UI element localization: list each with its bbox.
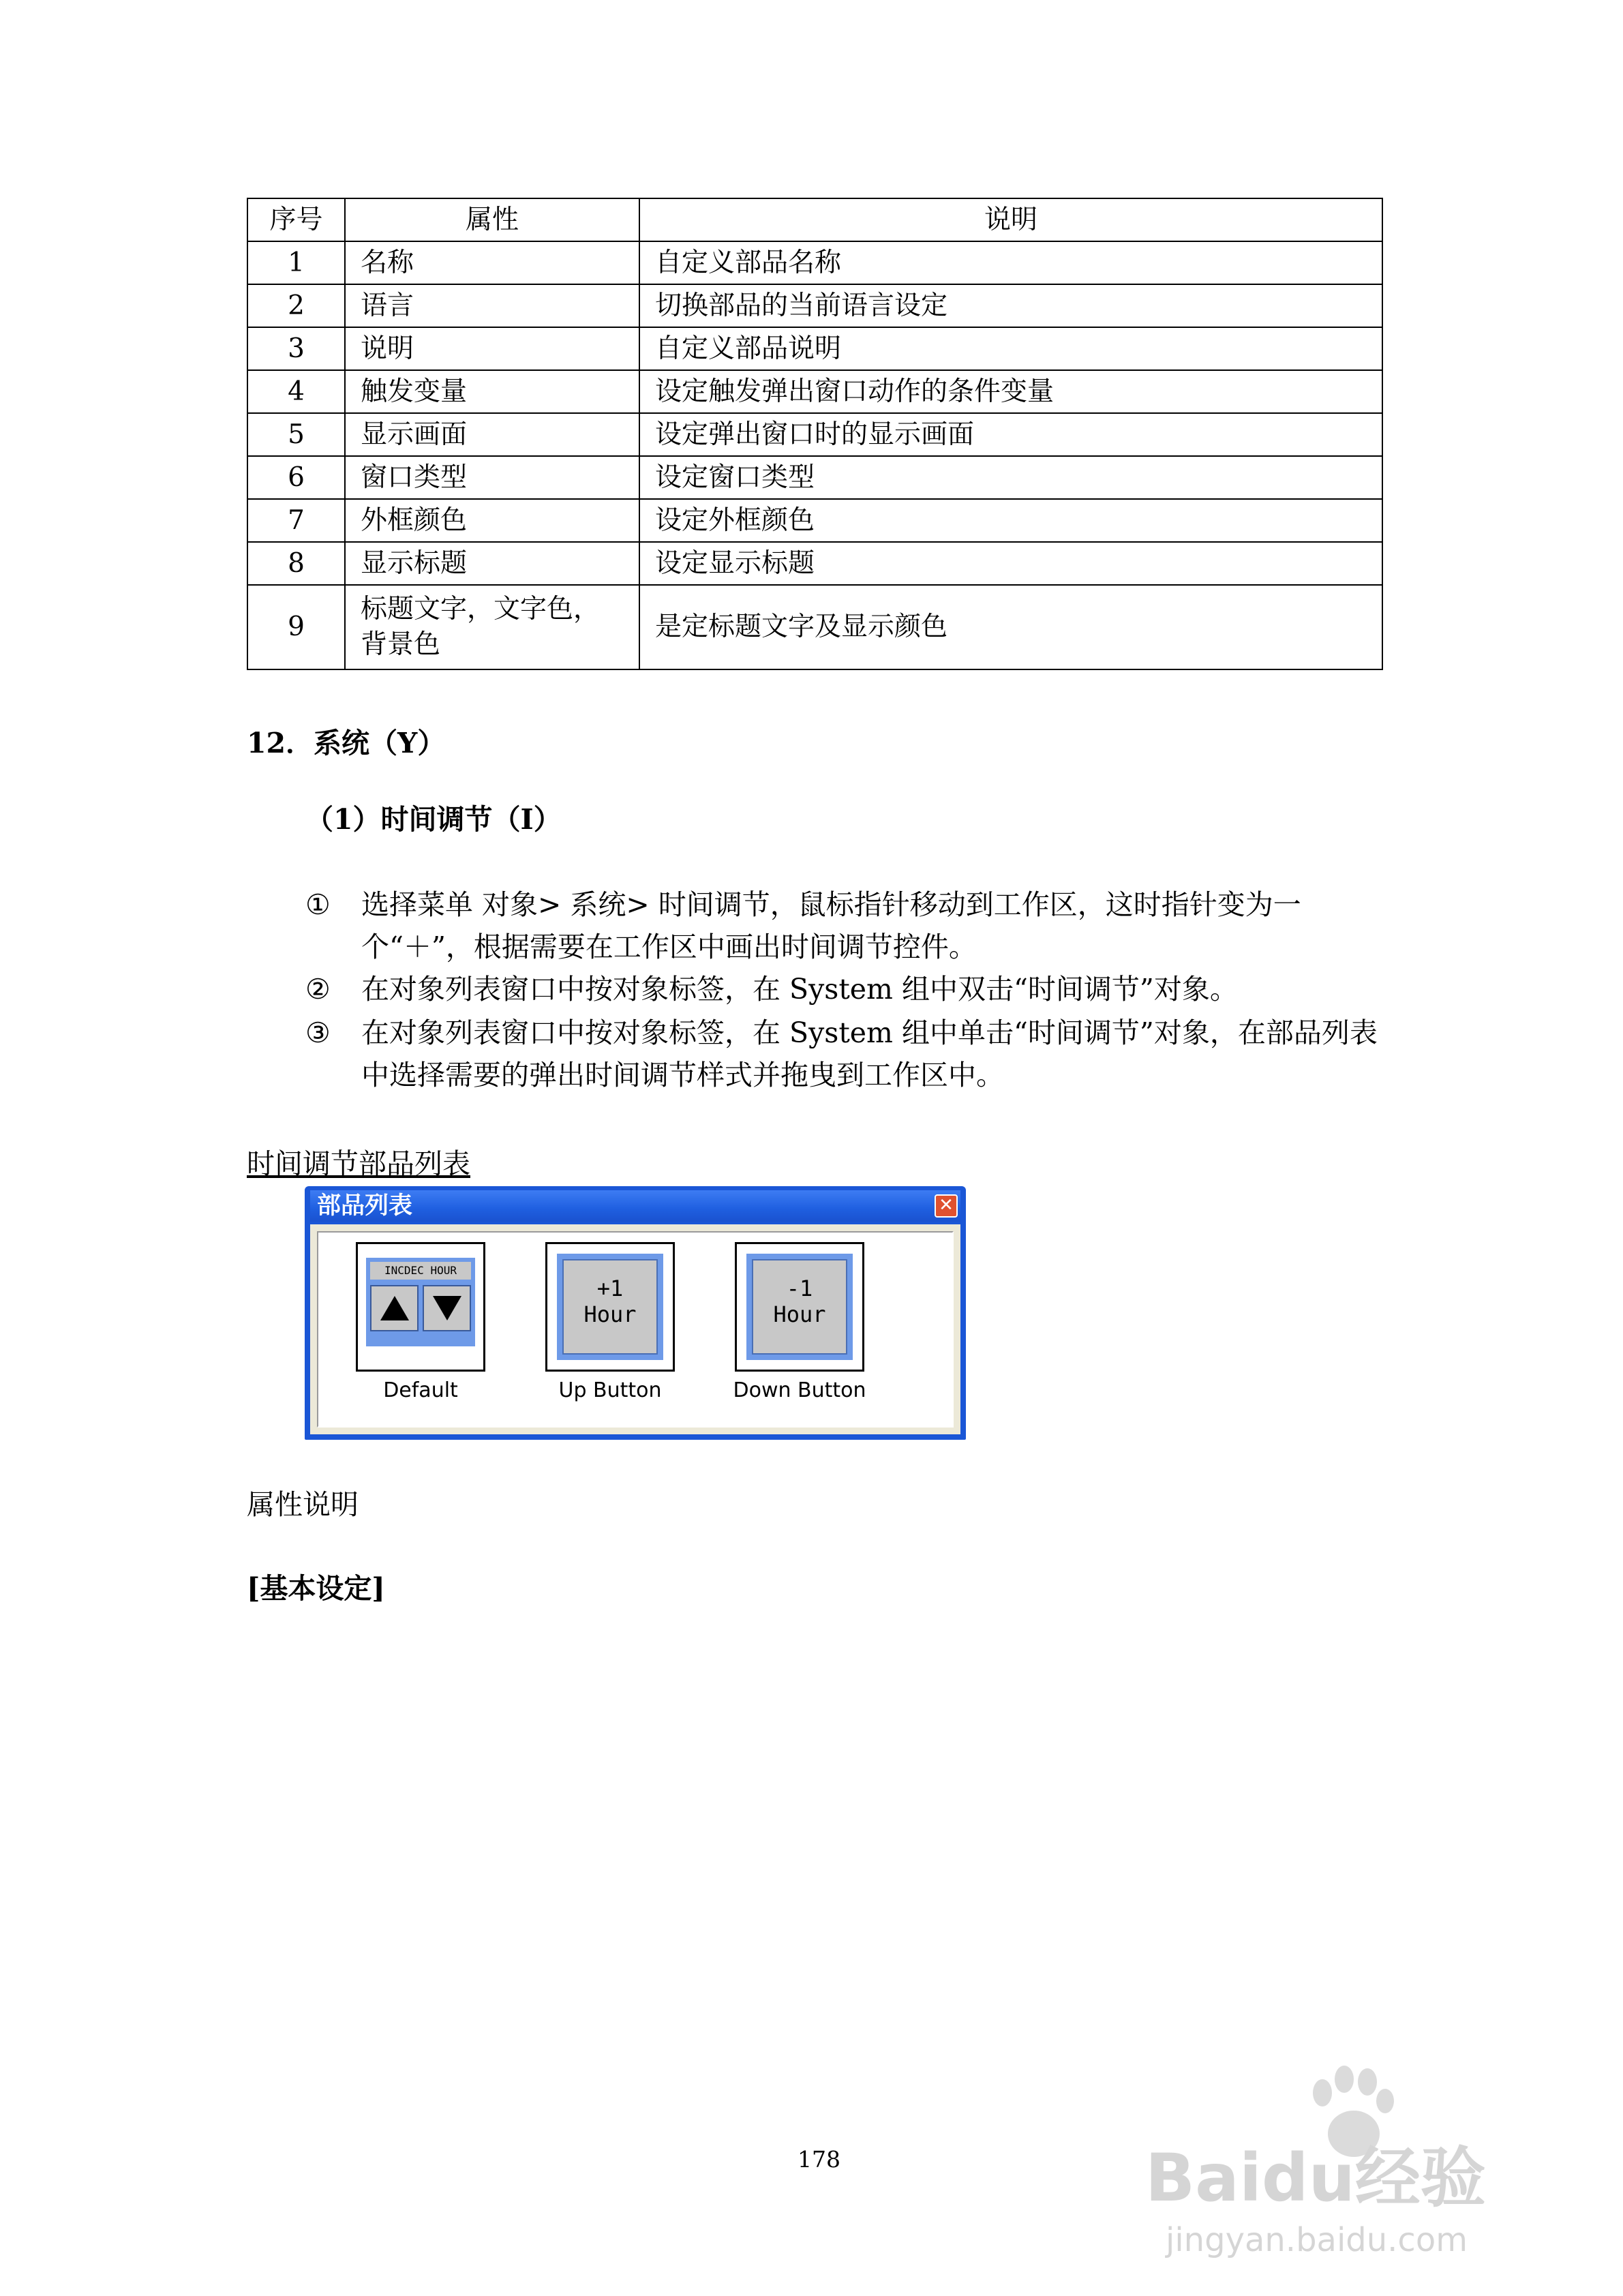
table-row (247, 413, 1382, 456)
row-property: 名称 (345, 241, 639, 284)
up-arrow-icon (370, 1285, 419, 1331)
window-title-bar[interactable] (310, 1190, 960, 1222)
table-row (247, 499, 1382, 542)
window-title: 部品列表 (317, 1192, 413, 1220)
part-thumbnail[interactable] (545, 1242, 675, 1372)
list-marker: ① (305, 888, 331, 921)
row-description: 自定义部品说明 (639, 327, 1382, 370)
part-thumbnail[interactable] (735, 1242, 864, 1372)
parts-list-caption: 时间调节部品列表 (247, 1147, 470, 1180)
row-property: 显示画面 (345, 413, 639, 456)
row-index: 4 (247, 370, 345, 413)
row-property: 说明 (345, 327, 639, 370)
part-label: Up Button (558, 1378, 662, 1402)
down-arrow-icon (423, 1285, 471, 1331)
page-number: 178 (798, 2146, 840, 2173)
table-row (247, 456, 1382, 499)
list-item-text: 在对象列表窗口中按对象标签，在 System 组中单击“时间调节”对象，在部品列表中选择需要的弹出时间调节样式并拖曳到工作区中。 (361, 1016, 1378, 1091)
row-description: 设定窗口类型 (639, 456, 1382, 499)
row-index: 5 (247, 413, 345, 456)
property-table (247, 198, 1383, 670)
column-header-description: 说明 (639, 198, 1382, 241)
row-property: 外框颜色 (345, 499, 639, 542)
row-property: 标题文字，文字色，背景色 (345, 585, 639, 669)
table-row (247, 370, 1382, 413)
row-description: 切换部品的当前语言设定 (639, 284, 1382, 327)
list-item (305, 883, 1384, 968)
row-description: 设定弹出窗口时的显示画面 (639, 413, 1382, 456)
row-index: 6 (247, 456, 345, 499)
row-description: 自定义部品名称 (639, 241, 1382, 284)
row-property: 窗口类型 (345, 456, 639, 499)
parts-list-window (305, 1186, 966, 1440)
list-item-text: 在对象列表窗口中按对象标签，在 System 组中双击“时间调节”对象。 (361, 973, 1238, 1006)
table-row (247, 585, 1382, 669)
row-description: 设定外框颜色 (639, 499, 1382, 542)
incdec-control-preview (366, 1258, 475, 1346)
list-marker: ② (305, 973, 331, 1006)
button-line-1: +1 (596, 1275, 624, 1301)
row-property: 触发变量 (345, 370, 639, 413)
table-header-row (247, 198, 1382, 241)
button-line-2: Hour (583, 1301, 637, 1327)
list-marker: ③ (305, 1016, 331, 1049)
column-header-index: 序号 (247, 198, 345, 241)
watermark-url: jingyan.baidu.com (1166, 2221, 1468, 2259)
row-description: 设定触发弹出窗口动作的条件变量 (639, 370, 1382, 413)
baidu-watermark (1145, 2066, 1554, 2270)
list-item (305, 1012, 1384, 1096)
row-index: 7 (247, 499, 345, 542)
row-index: 9 (247, 585, 345, 669)
row-description: 是定标题文字及显示颜色 (639, 585, 1382, 669)
button-line-1: -1 (786, 1275, 813, 1301)
down-button-preview (746, 1254, 853, 1360)
watermark-brand: Baidu经验 (1145, 2140, 1486, 2216)
up-button-preview (557, 1254, 663, 1360)
row-property: 语言 (345, 284, 639, 327)
part-label: Down Button (733, 1378, 866, 1402)
window-client-area (310, 1224, 960, 1434)
basic-settings-heading: [基本设定] (247, 1572, 385, 1605)
row-index: 2 (247, 284, 345, 327)
list-item (305, 968, 1384, 1010)
subsection-heading: （1）时间调节（I） (305, 803, 562, 836)
close-icon[interactable]: ✕ (935, 1194, 958, 1218)
row-index: 8 (247, 542, 345, 585)
button-line-2: Hour (773, 1301, 826, 1327)
incdec-header: INCDEC HOUR (370, 1262, 471, 1280)
properties-heading: 属性说明 (247, 1488, 359, 1521)
row-property: 显示标题 (345, 542, 639, 585)
list-item-text: 选择菜单 对象> 系统> 时间调节，鼠标指针移动到工作区，这时指针变为一个“＋”，根据需要在工作区中画出时间调节控件。 (361, 888, 1301, 963)
parts-panel (317, 1231, 954, 1428)
row-index: 1 (247, 241, 345, 284)
part-thumbnail[interactable] (356, 1242, 485, 1372)
table-row (247, 542, 1382, 585)
row-index: 3 (247, 327, 345, 370)
column-header-property: 属性 (345, 198, 639, 241)
table-row (247, 327, 1382, 370)
table-row (247, 241, 1382, 284)
part-label: Default (383, 1378, 458, 1402)
section-heading: 12．系统（Y） (247, 727, 446, 759)
row-description: 设定显示标题 (639, 542, 1382, 585)
table-row (247, 284, 1382, 327)
